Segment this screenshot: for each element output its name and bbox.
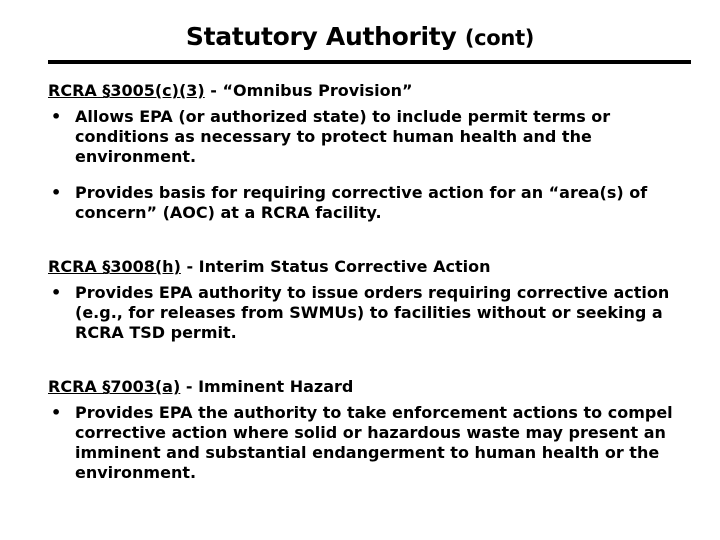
list-item xyxy=(48,183,708,223)
bullet-icon: • xyxy=(51,183,62,202)
bullet-list xyxy=(48,403,708,483)
section-heading xyxy=(48,257,708,277)
bullet-icon: • xyxy=(51,283,62,302)
bullet-text: Provides EPA authority to issue orders requiring corrective action (e.g., for releases from SWMUs) to facilities without or seeking a RCRA TSD permit. xyxy=(75,283,670,342)
section-heading xyxy=(48,81,708,101)
section-name: Imminent Hazard xyxy=(198,377,354,396)
statute-citation: RCRA §3005(c)(3) xyxy=(48,81,205,100)
slide-body xyxy=(48,81,708,483)
list-item xyxy=(48,283,708,343)
bullet-text: Provides EPA the authority to take enforcement actions to compel corrective action where solid or hazardous waste may present an imminent and substantial endangerment to human health or the environment. xyxy=(75,403,673,482)
page-title xyxy=(0,22,720,51)
bullet-icon: • xyxy=(51,403,62,422)
heading-separator: - xyxy=(204,81,223,100)
title-suffix: (cont) xyxy=(464,26,535,50)
statute-citation: RCRA §7003(a) xyxy=(48,377,181,396)
section-omnibus-provision xyxy=(48,81,708,223)
title-main: Statutory Authority xyxy=(185,22,457,51)
heading-separator: - xyxy=(180,377,199,396)
section-imminent-hazard xyxy=(48,377,708,483)
title-divider xyxy=(48,60,691,64)
bullet-text: Allows EPA (or authorized state) to include permit terms or conditions as necessary to protect human health and the environment. xyxy=(75,107,611,166)
section-name: Interim Status Corrective Action xyxy=(198,257,491,276)
section-heading xyxy=(48,377,708,397)
heading-separator: - xyxy=(180,257,199,276)
bullet-text: Provides basis for requiring corrective action for an “area(s) of concern” (AOC) at a RCRA facility. xyxy=(75,183,648,222)
list-item xyxy=(48,403,708,483)
section-name: “Omnibus Provision” xyxy=(222,81,413,100)
bullet-icon: • xyxy=(51,107,62,126)
list-item xyxy=(48,107,708,167)
section-interim-status xyxy=(48,257,708,343)
statute-citation: RCRA §3008(h) xyxy=(48,257,181,276)
bullet-list xyxy=(48,107,708,223)
bullet-list xyxy=(48,283,708,343)
